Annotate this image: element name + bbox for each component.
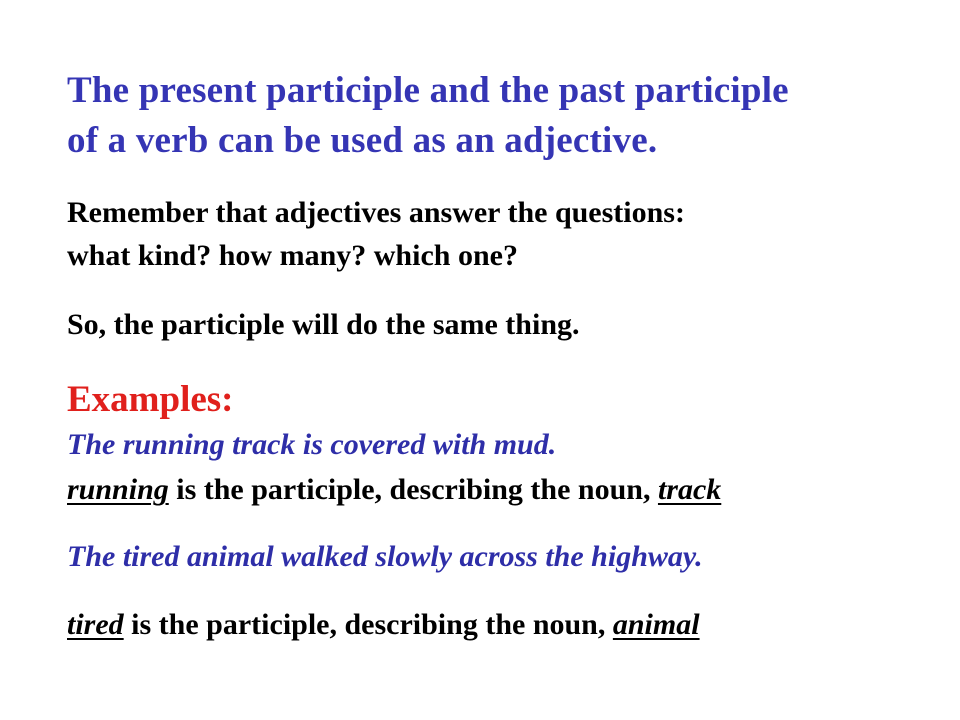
example-1-middle: is the participle, describing the noun, [168,473,658,506]
example-2-sentence: The tired animal walked slowly across the highway. [67,540,703,573]
example-1-sentence: The running track is covered with mud. [67,428,557,461]
remember-line-2: what kind? how many? which one? [67,239,518,272]
example-1-participle: running [67,473,169,506]
example-2-middle: is the participle, describing the noun, [123,608,613,641]
example-1-noun: track [657,473,722,506]
example-2-participle: tired [67,608,124,641]
example-1-explanation [67,475,721,505]
examples-heading: Examples: [67,379,234,420]
example-2-explanation [67,610,700,640]
title-line-2: of a verb can be used as an adjective. [67,120,658,161]
title-line-1: The present participle and the past participle [67,70,789,111]
remember-line-1: Remember that adjectives answer the questions: [67,196,685,229]
example-2-noun: animal [612,608,700,641]
so-line: So, the participle will do the same thing. [67,308,580,341]
